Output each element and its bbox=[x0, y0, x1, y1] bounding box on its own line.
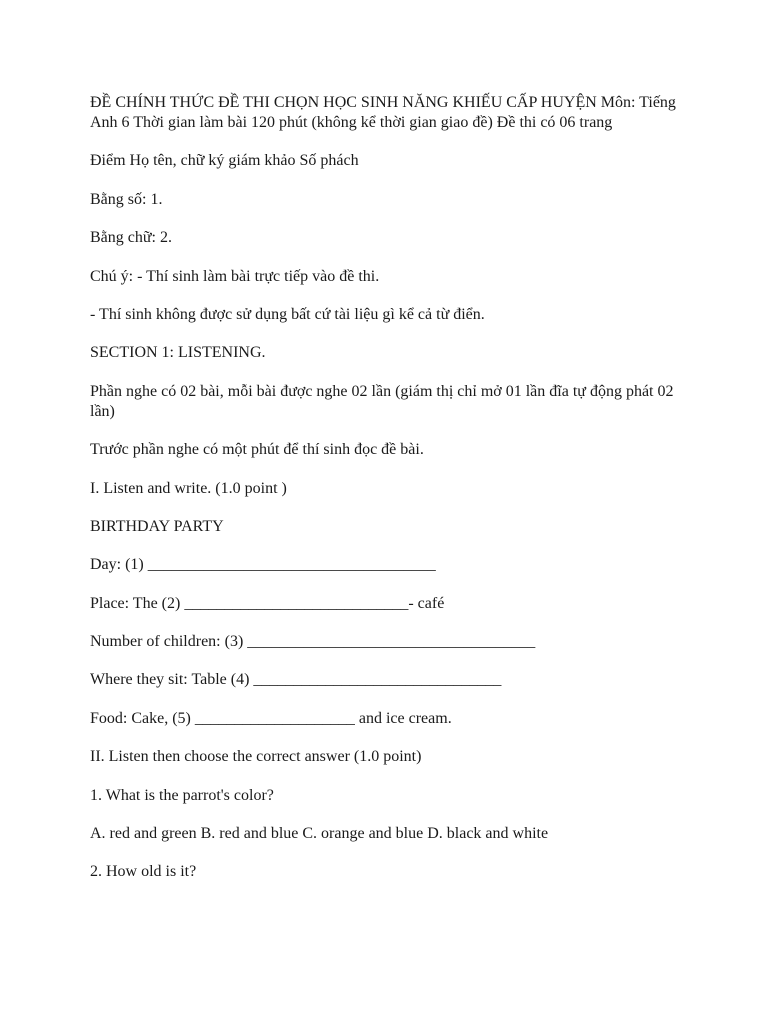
score-number-line: Bằng số: 1. bbox=[90, 190, 163, 208]
part1-item-place: Place: The (2) ____________________________- café bbox=[90, 594, 445, 612]
score-line: Điểm Họ tên, chữ ký giám khảo Số phách bbox=[90, 152, 359, 170]
part1-heading: BIRTHDAY PARTY bbox=[90, 517, 224, 535]
question-1-options: A. red and green B. red and blue C. orange and blue D. black and white bbox=[90, 825, 549, 843]
part1-item-food: Food: Cake, (5) ____________________ and ice cream. bbox=[90, 709, 452, 727]
note-line: Chú ý: - Thí sinh làm bài trực tiếp vào đề thi. bbox=[90, 267, 380, 285]
part1-title: I. Listen and write. (1.0 point ) bbox=[90, 479, 287, 497]
exam-header: ĐỀ CHÍNH THỨC ĐỀ THI CHỌN HỌC SINH NĂNG KHIẾU CẤP HUYỆN Môn: Tiếng Anh 6 Thời gian làm bài 120 phút (không kể thời gian giao đề) Đề thi có 06 trang bbox=[90, 94, 676, 131]
part1-item-table: Where they sit: Table (4) _______________________________ bbox=[90, 671, 502, 689]
question-1: 1. What is the parrot's color? bbox=[90, 786, 274, 804]
document-body bbox=[90, 93, 680, 901]
section-title: SECTION 1: LISTENING. bbox=[90, 344, 266, 362]
part1-item-children: Number of children: (3) ____________________________________ bbox=[90, 633, 536, 651]
part2-title: II. Listen then choose the correct answer (1.0 point) bbox=[90, 748, 422, 766]
listening-intro-2: Trước phần nghe có một phút để thí sinh đọc đề bài. bbox=[90, 441, 424, 459]
score-words-line: Bằng chữ: 2. bbox=[90, 229, 172, 247]
part1-item-day: Day: (1) ____________________________________ bbox=[90, 556, 436, 574]
question-2: 2. How old is it? bbox=[90, 863, 197, 881]
listening-intro: Phần nghe có 02 bài, mỗi bài được nghe 02 lần (giám thị chỉ mở 01 lần đĩa tự động phát 02 lần) bbox=[90, 382, 674, 420]
note-line-2: - Thí sinh không được sử dụng bất cứ tài liệu gì kể cả từ điển. bbox=[90, 305, 485, 323]
